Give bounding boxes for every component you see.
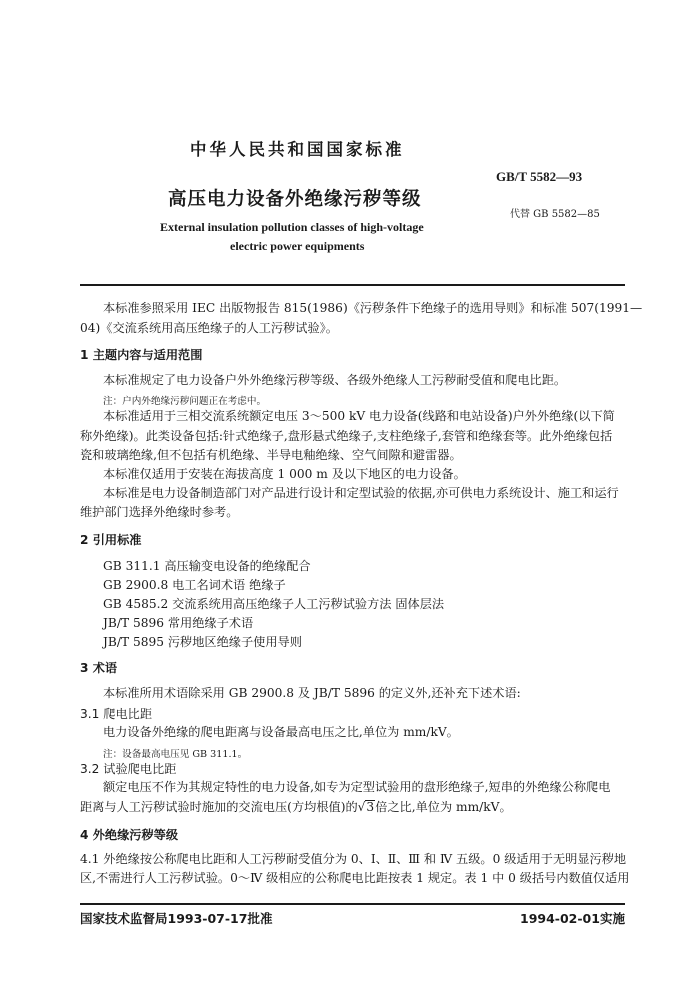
reference-item: GB 4585.2 交流系统用高压绝缘子人工污秽试验方法 固体层法 [103, 597, 445, 611]
footer-rule [80, 903, 625, 905]
section-1-p3: 本标准仅适用于安装在海拔高度 1 000 m 及以下地区的电力设备。 [103, 467, 466, 481]
section-1-note: 注：户内外绝缘污秽问题正在考虑中。 [103, 396, 267, 407]
reference-item: GB 2900.8 电工名词术语 绝缘子 [103, 578, 286, 592]
intro-line1: 本标准参照采用 IEC 出版物报告 815(1986)《污秽条件下绝缘子的选用导则》和标准 507(1991— [103, 301, 643, 315]
reference-item: JB/T 5896 常用绝缘子术语 [103, 616, 254, 630]
implementation-date: 1994-02-01实施 [520, 911, 625, 926]
term-3-1-heading: 3.1 爬电比距 [80, 707, 153, 721]
reference-item: GB 311.1 高压输变电设备的绝缘配合 [103, 559, 311, 573]
reference-item: JB/T 5895 污秽地区绝缘子使用导则 [103, 635, 302, 649]
header-rule [80, 284, 625, 286]
org-title: 中华人民共和国国家标准 [190, 140, 405, 159]
document-title-en-line1: External insulation pollution classes of high-voltage [160, 220, 424, 234]
section-1-p2-line2: 称外绝缘)。此类设备包括:针式绝缘子,盘形悬式绝缘子,支柱绝缘子,套管和绝缘套等。此外绝缘包括 [80, 429, 613, 443]
term-3-2-heading: 3.2 试验爬电比距 [80, 762, 177, 776]
section-1-p2-line3: 瓷和玻璃绝缘,但不包括有机绝缘、半导电釉绝缘、空气间隙和避雷器。 [80, 448, 462, 462]
term-3-1-text: 电力设备外绝缘的爬电距离与设备最高电压之比,单位为 mm/kV。 [103, 725, 459, 739]
section-1-p2-line1: 本标准适用于三相交流系统额定电压 3～500 kV 电力设备(线路和电站设备)户外外绝缘(以下简 [103, 409, 615, 423]
section-4-heading: 4 外绝缘污秽等级 [80, 828, 179, 842]
standard-number: GB/T 5582—93 [496, 169, 583, 184]
sqrt-symbol: √ [357, 800, 366, 814]
document-title-en-line2: electric power equipments [230, 239, 365, 253]
document-title-cn: 高压电力设备外绝缘污秽等级 [168, 189, 422, 210]
sqrt-radicand: 3 [366, 800, 375, 814]
term-3-2-line2 [80, 796, 512, 818]
clause-4-1-line2: 区,不需进行人工污秽试验。0～Ⅳ 级相应的公称爬电比距按表 1 规定。表 1 中 0 级括号内数值仅适用 [80, 871, 630, 885]
section-1-p4-line2: 维护部门选择外绝缘时参考。 [80, 505, 239, 519]
term-3-2-line2-a: 距离与人工污秽试验时施加的交流电压(方均根值)的 [80, 800, 358, 814]
section-1-p1: 本标准规定了电力设备户外外绝缘污秽等级、各级外绝缘人工污秽耐受值和爬电比距。 [103, 373, 567, 387]
section-1-heading: 1 主题内容与适用范围 [80, 348, 203, 362]
term-3-2-line1: 额定电压不作为其规定特性的电力设备,如专为定型试验用的盘形绝缘子,短串的外绝缘公称爬电 [103, 780, 611, 794]
section-3-p1: 本标准所用术语除采用 GB 2900.8 及 JB/T 5896 的定义外,还补充下述术语: [103, 686, 521, 700]
term-3-2-line2-b: 倍之比,单位为 mm/kV。 [375, 800, 512, 814]
section-2-heading: 2 引用标准 [80, 533, 142, 547]
section-1-p4-line1: 本标准是电力设备制造部门对产品进行设计和定型试验的依据,亦可供电力系统设计、施工和运行 [103, 486, 619, 500]
supersedes-note: 代替 GB 5582—85 [510, 209, 600, 220]
approval-date: 国家技术监督局1993-07-17批准 [80, 911, 273, 926]
intro-line2: 04)《交流系统用高压绝缘子的人工污秽试验》。 [80, 321, 338, 335]
term-3-1-note: 注：设备最高电压见 GB 311.1。 [103, 749, 248, 760]
section-3-heading: 3 术语 [80, 661, 118, 675]
clause-4-1-line1: 4.1 外绝缘按公称爬电比距和人工污秽耐受值分为 0、Ⅰ、Ⅱ、Ⅲ 和 Ⅳ 五级。0 级适用于无明显污秽地 [80, 852, 627, 866]
